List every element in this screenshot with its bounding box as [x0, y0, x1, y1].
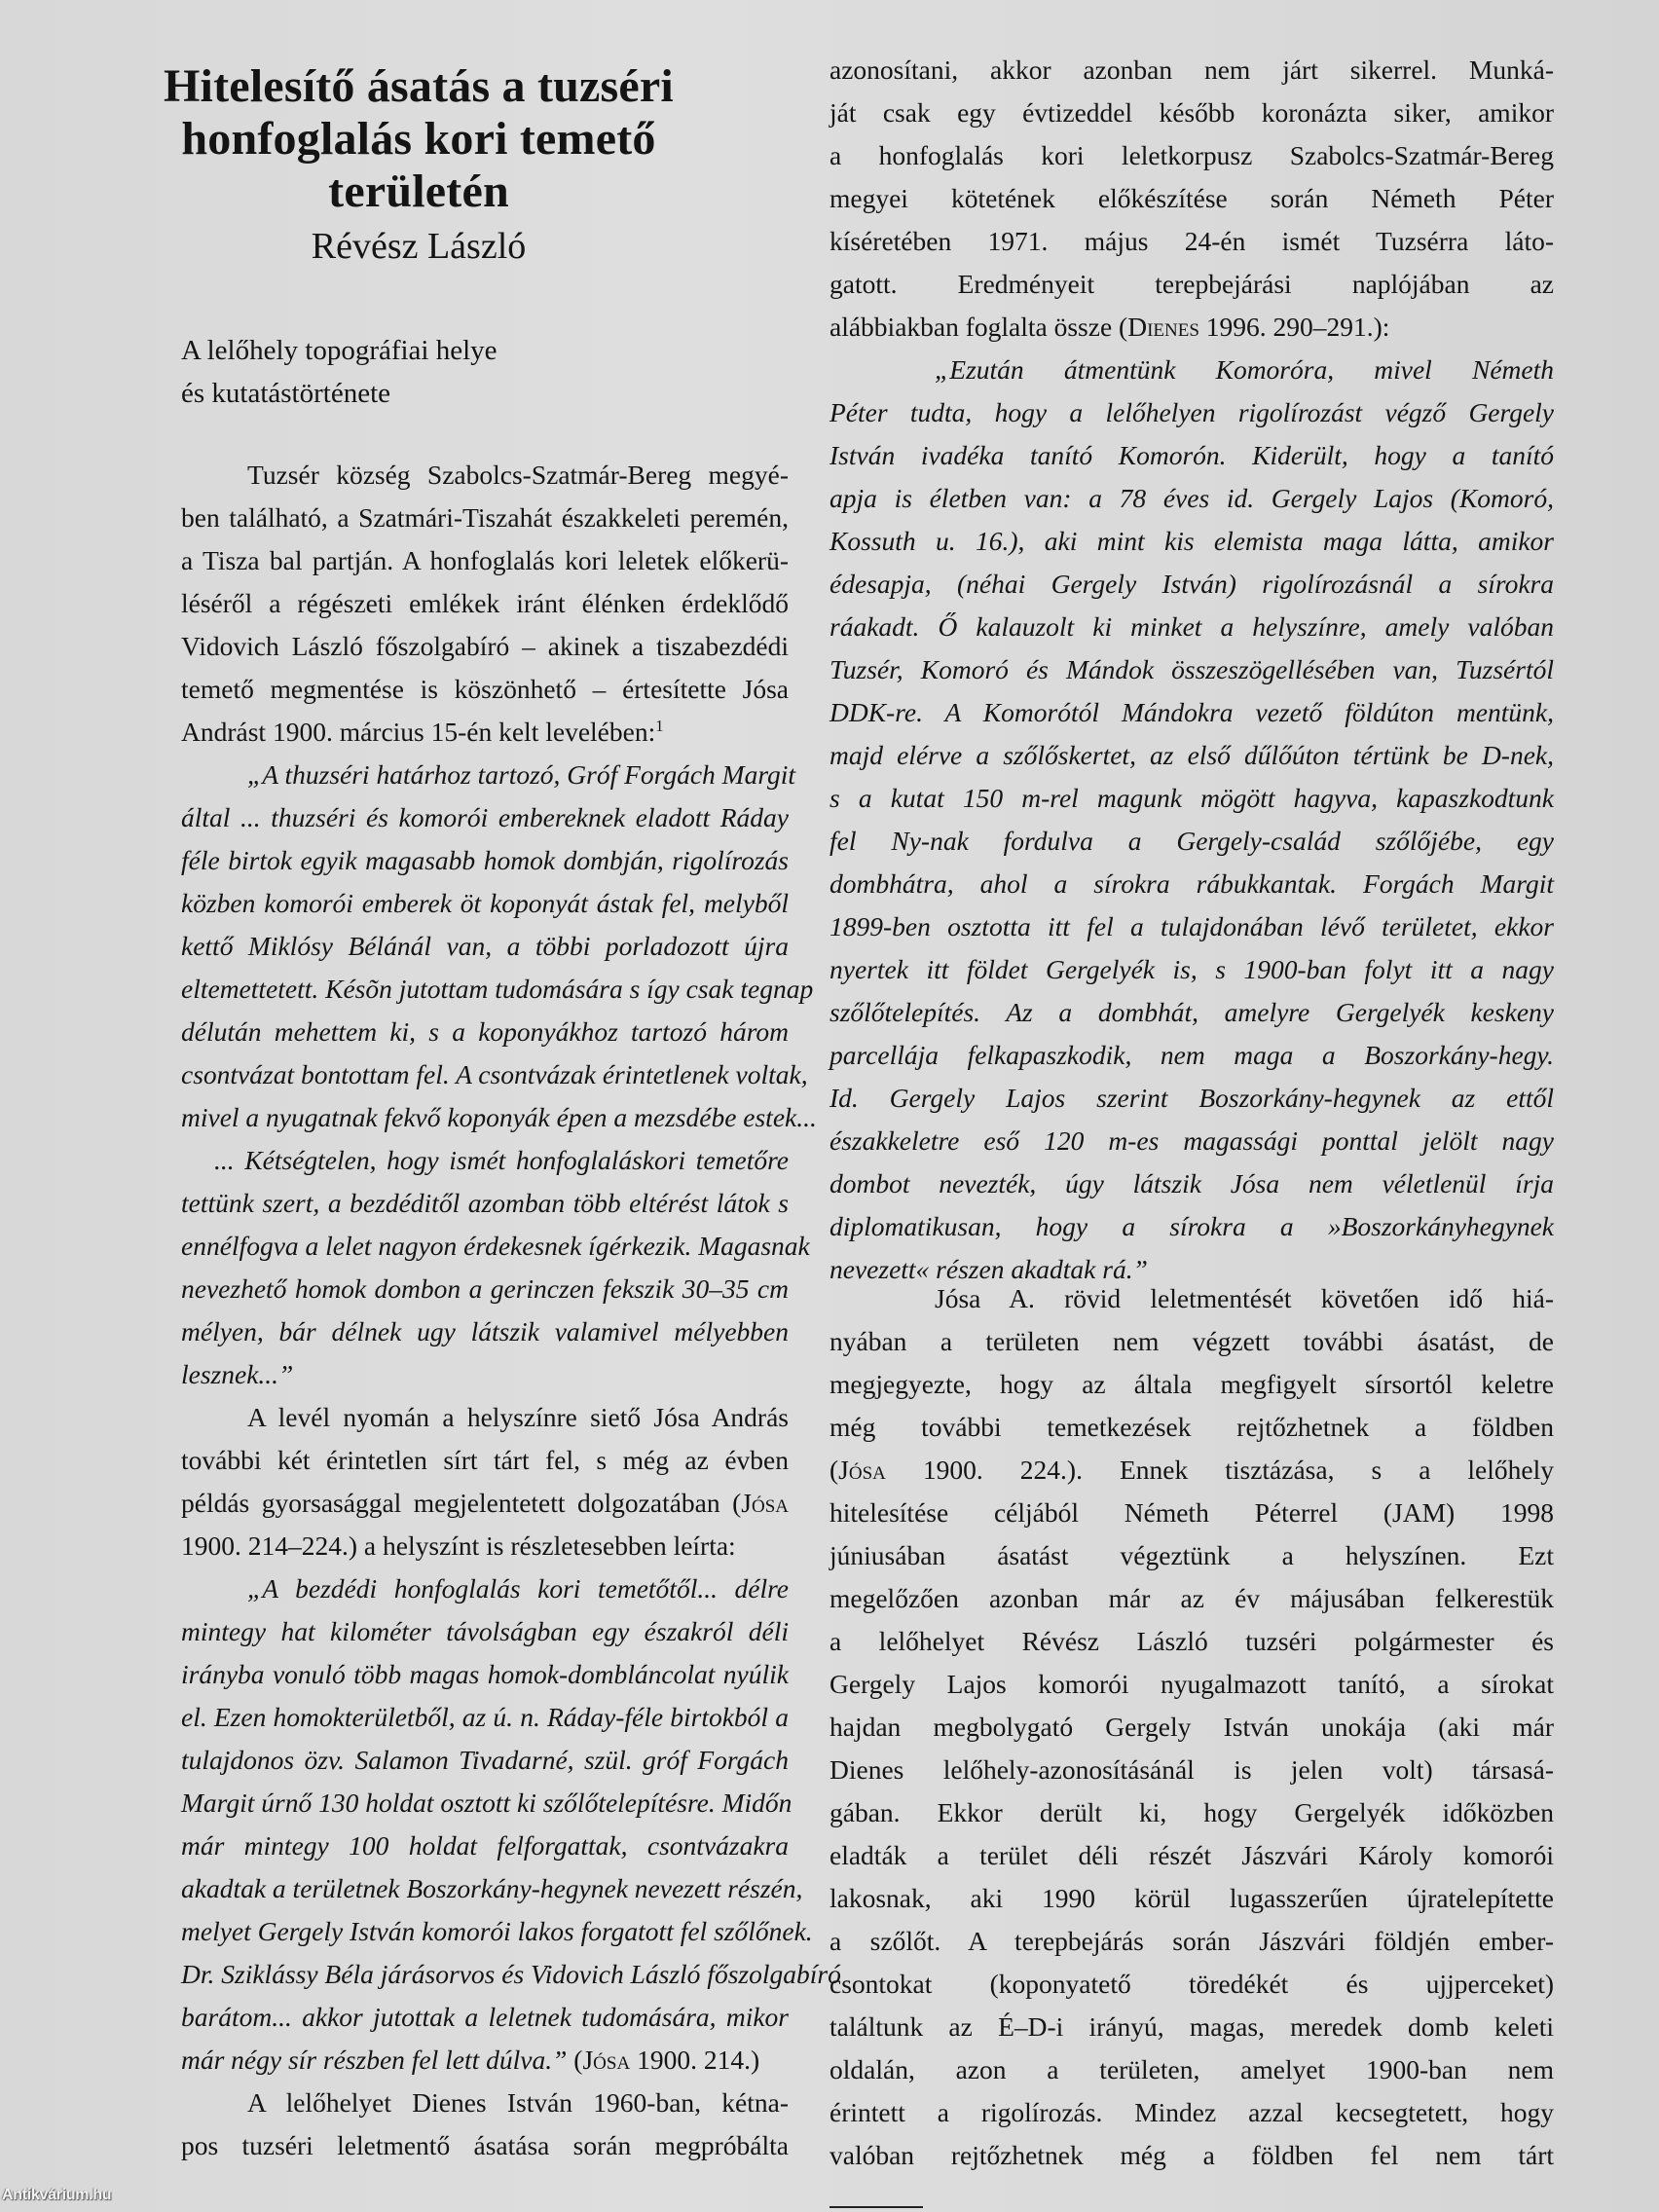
quote-letter-2 — [181, 1139, 810, 1396]
text-line: oldalán, azon a területen, amelyet 1900-ban nem — [830, 2054, 1554, 2084]
text-line: mélyen, bár délnek ugy látszik valamivel mélyebben — [181, 1316, 789, 1346]
text-line: által ... thuzséri és komorói embereknek eladott Ráday — [181, 802, 789, 832]
text-line: el. Ezen homokterületből, az ú. n. Ráday-féle birtokból a — [181, 1702, 789, 1732]
text-line: Tuzsér község Szabolcs-Szatmár-Bereg megyé- — [247, 460, 789, 490]
text-line: parcellája felkapaszkodik, nem maga a Boszorkány-hegy. — [830, 1040, 1554, 1070]
text-line: északkeletre eső 120 m-es magassági ponttal jelölt nagy — [830, 1125, 1554, 1156]
text-line: fel Ny-nak fordulva a Gergely-család szőlőjébe, egy — [830, 826, 1554, 856]
title-line: Hitelesítő ásatás a tuzséri — [164, 60, 674, 112]
text-line: „A thuzséri határhoz tartozó, Gróf Forgách Margit — [247, 759, 796, 790]
text-line: Péter tudta, hogy a lelőhelyen rigolírozást végző Gergely — [830, 397, 1554, 427]
text-line: a szőlőt. A terepbejárás során Jászvári földjén ember- — [830, 1926, 1554, 1956]
text-line: féle birtok egyik magasabb homok dombján, rigolírozás — [181, 845, 789, 875]
text-line: a lelőhelyet Révész László tuzséri polgármester és — [830, 1626, 1554, 1656]
watermark-logo: Antikvárium.hu — [2, 2187, 112, 2203]
text-line: mintegy hat kilométer távolságban egy északról déli — [181, 1616, 789, 1646]
text-line: nyában a területen nem végzett további ásatást, de — [830, 1326, 1554, 1356]
text-line: dombot nevezték, úgy látszik Jósa nem véletlenül írja — [830, 1168, 1554, 1198]
paragraph-3-continued — [830, 49, 1554, 349]
citation-author: Jósa — [838, 1455, 886, 1485]
text-line: a Tisza bal partján. A honfoglalás kori leletek előkerü- — [181, 545, 789, 575]
text-line: Vidovich László főszolgabíró – akinek a tiszabezdédi — [181, 631, 789, 661]
text-line: A lelőhelyet Dienes István 1960-ban, kétna- — [247, 2087, 789, 2118]
text-line: megelőzően azonban már az év májusában felkerestük — [830, 1583, 1554, 1613]
text-line: gában. Ekkor derült ki, hogy Gergelyék időközben — [830, 1797, 1554, 1827]
text-line: DDK-re. A Komorótól Mándokra vezető földúton mentünk, — [830, 697, 1554, 727]
text-line: júniusában ásatást végeztünk a helyszínen. Ezt — [830, 1540, 1554, 1570]
text-line: Dienes lelőhely-azonosításánál is jelen volt) társasá- — [830, 1754, 1554, 1785]
text-line: találtunk az É–D-i irányú, magas, meredek domb keleti — [830, 2011, 1554, 2042]
text-line: pos tuzséri leletmentő ásatása során megpróbálta — [181, 2130, 789, 2160]
text-line: nevezhető homok dombon a gerinczen fekszik 30–35 cm — [181, 1273, 789, 1304]
text-line: még további temetkezések rejtőzhetnek a földben — [830, 1412, 1554, 1442]
text-line: csontokat (koponyatető töredékét és ujjperceket) — [830, 1969, 1554, 1999]
text-line: közben komorói emberek öt koponyát ástak fel, melyből — [181, 888, 789, 918]
paragraph-1 — [181, 454, 789, 754]
section-heading-line: és kutatástörténete — [181, 378, 390, 409]
text-line: ennélfogva a lelet nagyon érdekesnek ígérkezik. Magasnak — [181, 1231, 810, 1261]
text-line: Margit úrnő 130 holdat osztott ki szőlőtelepítésre. Midőn — [181, 1788, 793, 1818]
text-line: már mintegy 100 holdat felforgattak, csontvázakra — [181, 1830, 789, 1861]
text-line: apja is életben van: a 78 éves id. Gergely Lajos (Komoró, — [830, 483, 1554, 513]
citation-author: Jósa — [582, 2045, 631, 2075]
paragraph-2 — [181, 1396, 789, 1567]
text-line: Tuzsér, Komoró és Mándok összeszögellésében van, Tuzsértól — [830, 654, 1554, 684]
text-line: Gergely Lajos komorói nyugalmazott tanító, a sírokat — [830, 1669, 1554, 1699]
text-line: „Ezután átmentünk Komoróra, mivel Németh — [935, 354, 1554, 385]
text-line: temető megmentése is köszönhető – értesítette Jósa — [181, 674, 789, 704]
text-line: irányba vonuló több magas homok-dombláncolat nyúlik — [181, 1659, 789, 1689]
text-line: Jósa A. rövid leletmentését követően idő hiá- — [935, 1283, 1554, 1313]
quote-letter-1 — [181, 754, 817, 1139]
article-header — [97, 60, 740, 269]
text-line: ... Kétségtelen, hogy ismét honfoglaláskori temetőre — [214, 1145, 789, 1175]
text-line: István ivadéka tanító Komorón. Kiderült, hogy a tanító — [830, 440, 1554, 470]
text-line: diplomatikusan, hogy a sírokra a »Boszorkányhegynek — [830, 1211, 1554, 1241]
text-line: dombhátra, ahol a sírokra rábukkantak. Forgách Margit — [830, 868, 1554, 899]
text-line: valóban rejtőzhetnek még a földben fel nem tárt — [830, 2140, 1554, 2170]
text-line: Id. Gergely Lajos szerint Boszorkány-hegynek az ettől — [830, 1083, 1554, 1113]
text-line: hitelesítése céljából Németh Péterrel (JAM) 1998 — [830, 1497, 1554, 1528]
citation-author: Dienes — [1127, 312, 1199, 342]
text-line: ját csak egy évtizeddel később koronázta siker, amikor — [830, 97, 1554, 128]
title-line: területén — [328, 166, 509, 217]
text-line: nyertek itt földet Gergelyék is, s 1900-ban folyt itt a nagy — [830, 954, 1554, 984]
text-line: délután mehettem ki, s a koponyákhoz tartozó három — [181, 1016, 789, 1047]
text-line: édesapja, (néhai Gergely István) rigolírozásnál a sírokra — [830, 569, 1554, 599]
text-line: nevezett« részen akadtak rá.” — [830, 1254, 1148, 1284]
text-line: már négy sír részben fel lett dúlva.” (Jósa 1900. 214.) — [181, 2045, 760, 2075]
text-line: Andrást 1900. március 15-én kelt levelében:$^1$ — [181, 716, 664, 747]
paragraph-3 — [181, 2082, 789, 2167]
article-author: Révész László — [311, 226, 527, 267]
text-line: csontvázat bontottam fel. A csontvázak érintetlenek voltak, — [181, 1059, 808, 1089]
section-heading-line: A lelőhely topográfiai helye — [181, 335, 498, 366]
text-line: akadtak a területnek Boszorkány-hegynek nevezett részén, — [181, 1873, 803, 1903]
paragraph-4 — [830, 1277, 1554, 2177]
quote-josa-1900 — [181, 1567, 841, 2082]
text-line: tettünk szert, a bezdéditől azomban több eltérést látok s — [181, 1188, 789, 1218]
text-line: 1900. 214–224.) a helyszínt is részletesebben leírta: — [181, 1530, 736, 1561]
text-line: alábbiakban foglalta össze (Dienes 1996. 290–291.): — [830, 312, 1390, 342]
text-line: Kossuth u. 16.), aki mint kis elemista maga látta, amikor — [830, 526, 1554, 556]
text-line: mivel a nyugatnak fekvő koponyák épen a mezsdébe estek... — [181, 1102, 817, 1132]
text-line: Dr. Sziklássy Béla járásorvos és Vidovich László főszolgabíró — [181, 1959, 841, 1989]
text-line: tulajdonos özv. Salamon Tivadarné, szül. gróf Forgách — [181, 1745, 789, 1775]
text-line: érintett a rigolírozás. Mindez azzal kecsegtetett, hogy — [830, 2097, 1554, 2127]
text-line: további két érintetlen sírt tárt fel, s még az évben — [181, 1445, 789, 1475]
text-line: azonosítani, akkor azonban nem járt sikerrel. Munká- — [830, 55, 1554, 85]
text-line: „A bezdédi honfoglalás kori temetőtől... délre — [247, 1573, 789, 1604]
text-line: megjegyezte, hogy az általa megfigyelt sírsortól keletre — [830, 1369, 1554, 1399]
text-line: léséről a régészeti emlékek iránt élénken érdeklődő — [181, 588, 789, 618]
footnote-separator — [830, 2206, 923, 2208]
text-line: majd elérve a szőlőskertet, az első dűlőúton tértünk be D-nek, — [830, 740, 1554, 770]
text-line: hajdan megbolygató Gergely István unokája (aki már — [830, 1712, 1554, 1742]
text-line: gatott. Eredményeit terepbejárási naplójában az — [830, 269, 1554, 299]
section-heading — [181, 329, 498, 415]
text-line: s a kutat 150 m-rel magunk mögött hagyva, kapaszkodtunk — [830, 783, 1554, 813]
text-line: 1899-ben osztotta itt fel a tulajdonában lévő területet, ekkor — [830, 911, 1554, 941]
title-line: honfoglalás kori temető — [181, 113, 656, 165]
text-line: szőlőtelepítés. Az a dombhát, amelyre Gergelyék keskeny — [830, 997, 1554, 1027]
quote-dienes-diary — [830, 349, 1554, 1291]
text-line: a honfoglalás kori leletkorpusz Szabolcs-Szatmár-Bereg — [830, 140, 1554, 170]
text-line: (Jósa 1900. 224.). Ennek tisztázása, s a lelőhely — [830, 1455, 1554, 1485]
text-line: lesznek...” — [181, 1359, 294, 1389]
text-line: eltemettetett. Késõn jutottam tudomására s így csak tegnap — [181, 974, 814, 1004]
text-line: melyet Gergely István komorói lakos forgatott fel szőlőnek. — [181, 1916, 813, 1946]
text-line: kíséretében 1971. május 24-én ismét Tuzsérra láto- — [830, 226, 1554, 256]
text-line: lakosnak, aki 1990 körül lugasszerűen újratelepítette — [830, 1883, 1554, 1913]
text-line: eladták a terület déli részét Jászvári Károly komorói — [830, 1840, 1554, 1870]
text-line: ben található, a Szatmári-Tiszahát északkeleti peremén, — [181, 502, 789, 533]
text-line: példás gyorsasággal megjelentetett dolgozatában (Jósa — [181, 1488, 789, 1518]
article-title — [97, 60, 740, 218]
text-line: kettő Miklósy Bélánál van, a többi porladozott újra — [181, 931, 789, 961]
text-line: barátom... akkor jutottak a leletnek tudomására, mikor — [181, 2002, 789, 2032]
citation-author: Jósa — [741, 1488, 789, 1518]
footnote-marker[interactable]: 1 — [655, 716, 664, 735]
text-line: ráakadt. Ő kalauzolt ki minket a helyszínre, amely valóban — [830, 611, 1554, 642]
text-line: megyei kötetének előkészítése során Németh Péter — [830, 183, 1554, 213]
text-line: A levél nyomán a helyszínre siető Jósa András — [247, 1402, 789, 1432]
